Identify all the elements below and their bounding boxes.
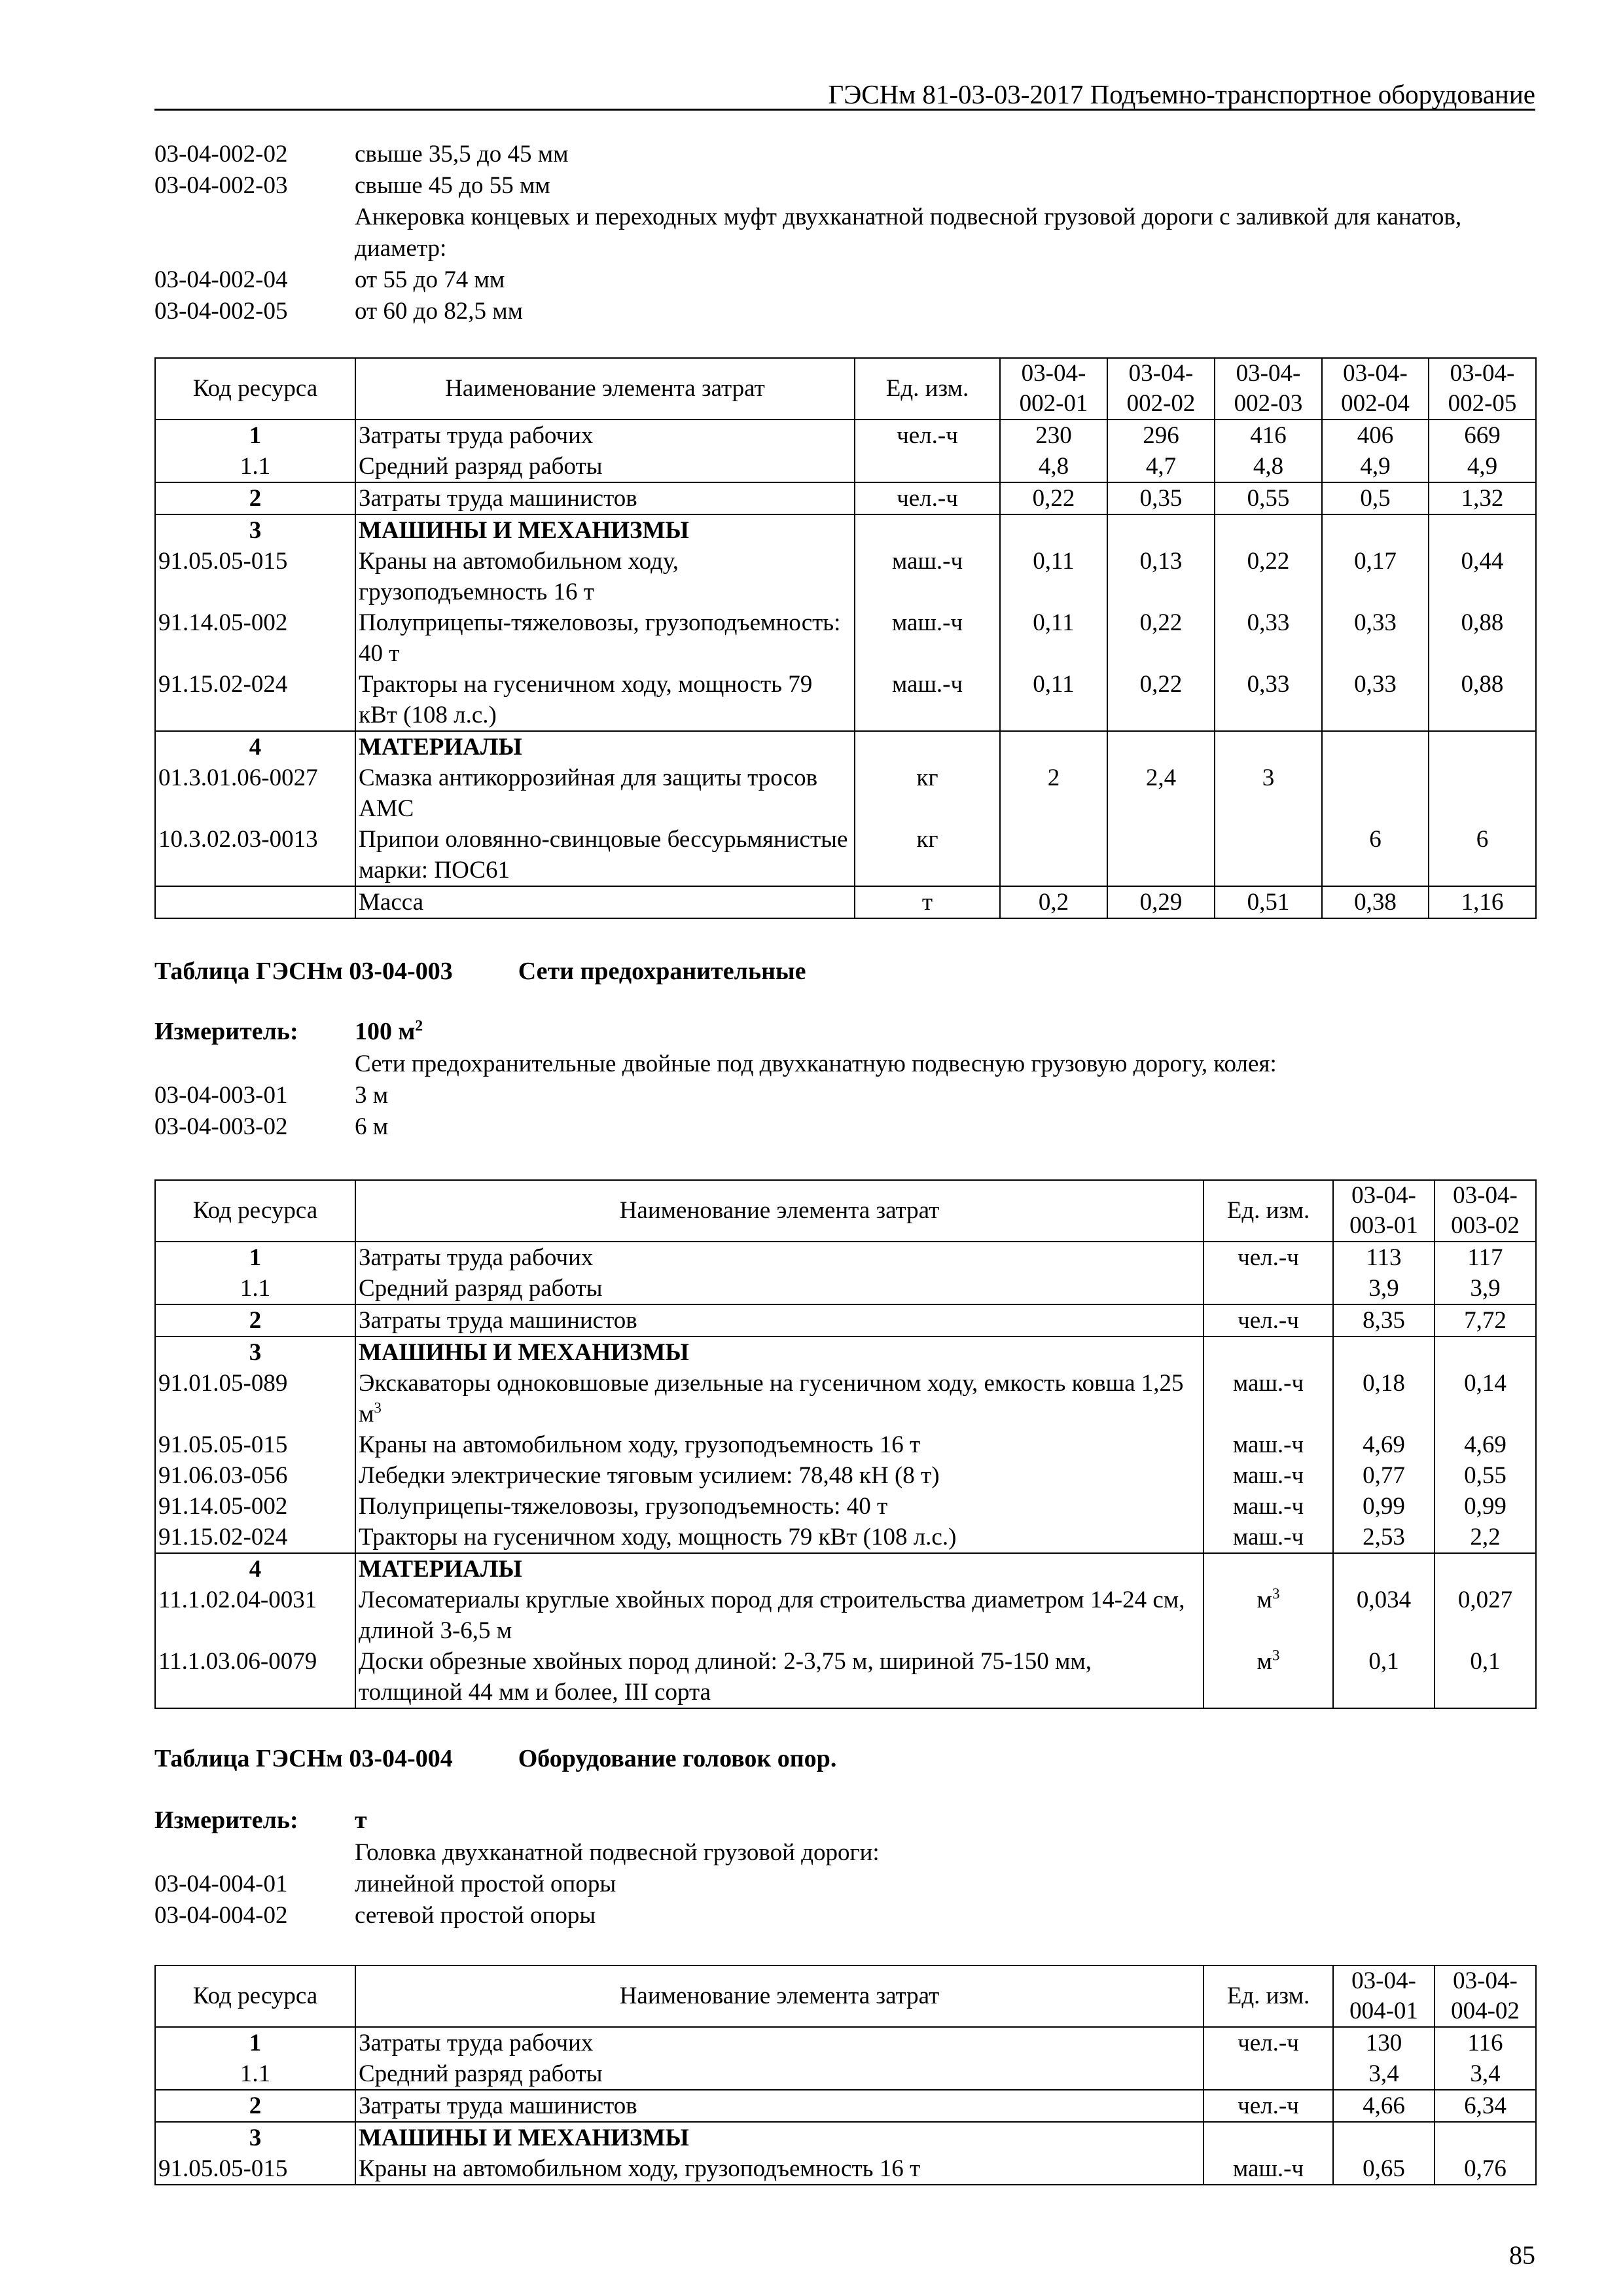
cell-value xyxy=(1215,824,1322,886)
cell-code: 91.14.05-002 xyxy=(155,607,355,669)
cell-name: Полуприцепы-тяжеловозы, грузоподъемность: 40 т xyxy=(355,1491,1204,1522)
resource-table-002 xyxy=(154,357,1537,919)
cell-name: Припои оловянно-свинцовые бессурьмянистые марки: ПОС61 xyxy=(355,824,855,886)
cell-value: 3,4 xyxy=(1333,2058,1435,2090)
cell-value: 2,53 xyxy=(1333,1522,1435,1553)
cell-value: 7,72 xyxy=(1435,1304,1536,1336)
cell-name: Лебедки электрические тяговым усилием: 78,48 кН (8 т) xyxy=(355,1460,1204,1491)
table-row xyxy=(155,1429,1536,1460)
table-row xyxy=(155,1646,1536,1708)
cell-value: 117 xyxy=(1435,1242,1536,1273)
cell-value: 4,9 xyxy=(1429,451,1536,482)
header-code: Код ресурса xyxy=(155,1180,355,1242)
cell-value: 0,027 xyxy=(1435,1585,1536,1646)
cell-value: 4,69 xyxy=(1333,1429,1435,1460)
cell-value: 0,35 xyxy=(1107,482,1215,514)
cell-value: 0,29 xyxy=(1107,886,1215,918)
cell-unit xyxy=(1204,2122,1333,2153)
cell-name: Тракторы на гусеничном ходу, мощность 79 кВт (108 л.с.) xyxy=(355,1522,1204,1553)
cell-code: 01.3.01.06-0027 xyxy=(155,762,355,824)
intro-code: 03-04-002-05 xyxy=(154,297,288,325)
cell-unit: $м^3$ xyxy=(1204,1585,1333,1646)
table-row xyxy=(155,2058,1536,2090)
cell-value xyxy=(1333,1553,1435,1585)
table-label: Таблица ГЭСНм 03-04-003 xyxy=(154,958,453,985)
cell-value xyxy=(1322,762,1429,824)
cell-value: 0,14 xyxy=(1435,1368,1536,1429)
meter-line: 03-04-004-02 сетевой простой опоры xyxy=(154,1901,596,1929)
cell-code: 91.05.05-015 xyxy=(155,546,355,607)
cell-name: МАШИНЫ И МЕХАНИЗМЫ xyxy=(355,1336,1204,1368)
meter-value: т xyxy=(355,1806,367,1835)
table-row xyxy=(155,2122,1536,2153)
cell-value: 669 xyxy=(1429,420,1536,451)
cell-value: 0,33 xyxy=(1215,607,1322,669)
cell-value: 0,76 xyxy=(1435,2153,1536,2185)
meter-line: 03-04-003-01 3 м xyxy=(154,1081,389,1109)
meter-label: Измеритель: xyxy=(154,1018,298,1046)
cell-name: Затраты труда рабочих xyxy=(355,1242,1204,1273)
cell-value: 2,2 xyxy=(1435,1522,1536,1553)
cell-code xyxy=(155,886,355,918)
cell-value: 0,99 xyxy=(1333,1491,1435,1522)
cell-code: 91.15.02-024 xyxy=(155,669,355,731)
cell-name: Тракторы на гусеничном ходу, мощность 79 кВт (108 л.с.) xyxy=(355,669,855,731)
cell-value: 2,4 xyxy=(1107,762,1215,824)
cell-value xyxy=(1435,1553,1536,1585)
cell-value xyxy=(1000,824,1107,886)
header-col: 03-04-004-01 xyxy=(1333,1965,1435,2027)
table-header-row xyxy=(155,1965,1536,2027)
table-heading: Оборудование головок опор. xyxy=(518,1745,837,1772)
header-col: 03-04-003-02 xyxy=(1435,1180,1536,1242)
table-row xyxy=(155,1242,1536,1273)
cell-code: 2 xyxy=(155,482,355,514)
table-row xyxy=(155,2027,1536,2058)
intro-text: от 55 до 74 мм xyxy=(355,266,505,293)
cell-value xyxy=(1215,731,1322,762)
cell-value xyxy=(1429,514,1536,546)
cell-unit xyxy=(1204,2058,1333,2090)
cell-value: 0,51 xyxy=(1215,886,1322,918)
cell-value xyxy=(1435,1336,1536,1368)
running-header: ГЭСНм 81-03-03-2017 Подъемно-транспортное оборудование xyxy=(828,79,1535,109)
cell-code: 1 xyxy=(155,2027,355,2058)
cell-value xyxy=(1322,514,1429,546)
table-row xyxy=(155,482,1536,514)
intro-line xyxy=(154,296,1535,327)
cell-name: Краны на автомобильном ходу, грузоподъемность 16 т xyxy=(355,2153,1204,2185)
cell-name: Лесоматериалы круглые хвойных пород для строительства диаметром 14-24 см, длиной 3-6,5 м xyxy=(355,1585,1204,1646)
intro-code: 03-04-002-04 xyxy=(154,266,288,293)
header-rule xyxy=(154,109,1535,111)
cell-value: 2 xyxy=(1000,762,1107,824)
cell-unit xyxy=(855,514,1000,546)
cell-value: 0,38 xyxy=(1322,886,1429,918)
table-row xyxy=(155,514,1536,546)
table-row xyxy=(155,1553,1536,1585)
cell-value xyxy=(1429,731,1536,762)
table-row xyxy=(155,420,1536,451)
table-label: Таблица ГЭСНм 03-04-004 xyxy=(154,1745,453,1772)
cell-value: 0,88 xyxy=(1429,669,1536,731)
meter-block-004 xyxy=(154,1804,1535,1931)
cell-code: 4 xyxy=(155,1553,355,1585)
table-row xyxy=(155,669,1536,731)
cell-name: Затраты труда рабочих xyxy=(355,2027,1204,2058)
table-row xyxy=(155,607,1536,669)
intro-text: свыше 35,5 до 45 мм xyxy=(355,140,569,168)
cell-value: 0,33 xyxy=(1322,607,1429,669)
cell-value: 4,9 xyxy=(1322,451,1429,482)
header-col: 03-04-002-04 xyxy=(1322,358,1429,420)
cell-value: 416 xyxy=(1215,420,1322,451)
cell-value xyxy=(1107,514,1215,546)
cell-unit: $м^3$ xyxy=(1204,1646,1333,1708)
cell-code: 91.01.05-089 xyxy=(155,1368,355,1429)
cell-value: 0,1 xyxy=(1435,1646,1536,1708)
cell-unit: маш.-ч xyxy=(1204,2153,1333,2185)
cell-unit: чел.-ч xyxy=(1204,1304,1333,1336)
cell-unit: чел.-ч xyxy=(855,482,1000,514)
cell-value: 0,11 xyxy=(1000,669,1107,731)
header-name: Наименование элемента затрат xyxy=(355,1965,1204,2027)
cell-code: 91.15.02-024 xyxy=(155,1522,355,1553)
cell-code: 2 xyxy=(155,2090,355,2122)
cell-value xyxy=(1000,514,1107,546)
page-number: 85 xyxy=(1509,2240,1535,2270)
header-unit: Ед. изм. xyxy=(1204,1180,1333,1242)
cell-unit: маш.-ч xyxy=(1204,1522,1333,1553)
cell-value: 4,66 xyxy=(1333,2090,1435,2122)
header-col: 03-04-003-01 xyxy=(1333,1180,1435,1242)
cell-value: 1,16 xyxy=(1429,886,1536,918)
cell-name: Экскаваторы одноковшовые дизельные на гусеничном ходу, емкость ковша 1,25 $м^3$ xyxy=(355,1368,1204,1429)
cell-value: 0,33 xyxy=(1215,669,1322,731)
cell-name: МАТЕРИАЛЫ xyxy=(355,1553,1204,1585)
header-unit: Ед. изм. xyxy=(1204,1965,1333,2027)
cell-code: 10.3.02.03-0013 xyxy=(155,824,355,886)
header-code: Код ресурса xyxy=(155,1965,355,2027)
cell-unit: кг xyxy=(855,762,1000,824)
meter-label: Измеритель: xyxy=(154,1806,298,1835)
cell-name: МАТЕРИАЛЫ xyxy=(355,731,855,762)
table-row xyxy=(155,1460,1536,1491)
table-title-004 xyxy=(154,1743,836,1775)
cell-unit xyxy=(1204,1273,1333,1304)
intro-text: свыше 45 до 55 мм xyxy=(355,171,550,199)
cell-value: 0,18 xyxy=(1333,1368,1435,1429)
cell-name: Средний разряд работы xyxy=(355,451,855,482)
cell-unit: маш.-ч xyxy=(1204,1460,1333,1491)
cell-value: 4,8 xyxy=(1215,451,1322,482)
cell-value: 0,99 xyxy=(1435,1491,1536,1522)
cell-value: 6 xyxy=(1429,824,1536,886)
cell-value xyxy=(1333,2122,1435,2153)
cell-unit: чел.-ч xyxy=(1204,2027,1333,2058)
cell-value xyxy=(1429,762,1536,824)
table-row xyxy=(155,451,1536,482)
header-code: Код ресурса xyxy=(155,358,355,420)
cell-code: 1 xyxy=(155,420,355,451)
cell-value xyxy=(1215,514,1322,546)
intro-line xyxy=(154,202,1535,264)
cell-value: 0,33 xyxy=(1322,669,1429,731)
table-row xyxy=(155,1304,1536,1336)
header-col: 03-04-002-01 xyxy=(1000,358,1107,420)
cell-code: 91.06.03-056 xyxy=(155,1460,355,1491)
cell-code: 3 xyxy=(155,514,355,546)
resource-table-004 xyxy=(154,1965,1537,2185)
meter-line: 03-04-004-01 линейной простой опоры xyxy=(154,1870,616,1897)
cell-value: 3,4 xyxy=(1435,2058,1536,2090)
cell-unit xyxy=(855,451,1000,482)
cell-code: 3 xyxy=(155,2122,355,2153)
meter-line: Головка двухканатной подвесной грузовой дороги: xyxy=(355,1839,880,1866)
header-col: 03-04-002-02 xyxy=(1107,358,1215,420)
meter-block-003 xyxy=(154,1016,1535,1143)
cell-value: 130 xyxy=(1333,2027,1435,2058)
intro-line xyxy=(154,139,1535,170)
table-row xyxy=(155,2090,1536,2122)
cell-value: 113 xyxy=(1333,1242,1435,1273)
cell-value: 0,11 xyxy=(1000,546,1107,607)
header-col: 03-04-004-02 xyxy=(1435,1965,1536,2027)
cell-code: 3 xyxy=(155,1336,355,1368)
table-row xyxy=(155,1522,1536,1553)
table-row xyxy=(155,546,1536,607)
intro-code: 03-04-002-02 xyxy=(154,140,288,168)
table-header-row xyxy=(155,1180,1536,1242)
cell-unit xyxy=(1204,1553,1333,1585)
resource-table-003 xyxy=(154,1179,1537,1709)
cell-name: Затраты труда машинистов xyxy=(355,1304,1204,1336)
cell-code: 4 xyxy=(155,731,355,762)
cell-unit: маш.-ч xyxy=(855,669,1000,731)
table-title-003 xyxy=(154,956,806,988)
cell-value: 1,32 xyxy=(1429,482,1536,514)
table-row xyxy=(155,762,1536,824)
cell-value: 0,2 xyxy=(1000,886,1107,918)
header-name: Наименование элемента затрат xyxy=(355,358,855,420)
cell-value xyxy=(1435,2122,1536,2153)
cell-value: 0,44 xyxy=(1429,546,1536,607)
cell-name: Краны на автомобильном ходу, грузоподъемность 16 т xyxy=(355,546,855,607)
cell-value: 0,55 xyxy=(1435,1460,1536,1491)
cell-unit: маш.-ч xyxy=(1204,1429,1333,1460)
cell-value: 0,77 xyxy=(1333,1460,1435,1491)
cell-name: Доски обрезные хвойных пород длиной: 2-3,75 м, шириной 75-150 мм, толщиной 44 мм и более, III сорта xyxy=(355,1646,1204,1708)
cell-value: 0,5 xyxy=(1322,482,1429,514)
intro-text: от 60 до 82,5 мм xyxy=(355,297,524,325)
cell-value: 0,22 xyxy=(1107,607,1215,669)
cell-name: Полуприцепы-тяжеловозы, грузоподъемность: 40 т xyxy=(355,607,855,669)
cell-value: 4,69 xyxy=(1435,1429,1536,1460)
cell-value: 0,13 xyxy=(1107,546,1215,607)
cell-code: 2 xyxy=(155,1304,355,1336)
table-row xyxy=(155,1491,1536,1522)
cell-name: Краны на автомобильном ходу, грузоподъемность 16 т xyxy=(355,1429,1204,1460)
table-row xyxy=(155,886,1536,918)
cell-unit: кг xyxy=(855,824,1000,886)
cell-value: 0,65 xyxy=(1333,2153,1435,2185)
header-unit: Ед. изм. xyxy=(855,358,1000,420)
cell-unit: маш.-ч xyxy=(1204,1491,1333,1522)
header-col: 03-04-002-03 xyxy=(1215,358,1322,420)
cell-code: 91.05.05-015 xyxy=(155,1429,355,1460)
cell-name: Средний разряд работы xyxy=(355,2058,1204,2090)
table-row xyxy=(155,1273,1536,1304)
cell-code: 91.05.05-015 xyxy=(155,2153,355,2185)
cell-value: 406 xyxy=(1322,420,1429,451)
cell-value: 0,17 xyxy=(1322,546,1429,607)
cell-code: 1 xyxy=(155,1242,355,1273)
cell-value: 0,88 xyxy=(1429,607,1536,669)
cell-code: 11.1.03.06-0079 xyxy=(155,1646,355,1708)
table-row xyxy=(155,1336,1536,1368)
cell-value: 4,8 xyxy=(1000,451,1107,482)
cell-value xyxy=(1107,731,1215,762)
cell-value: 0,22 xyxy=(1000,482,1107,514)
cell-value xyxy=(1322,731,1429,762)
table-header-row xyxy=(155,358,1536,420)
cell-name: Средний разряд работы xyxy=(355,1273,1204,1304)
header-name: Наименование элемента затрат xyxy=(355,1180,1204,1242)
cell-code: 11.1.02.04-0031 xyxy=(155,1585,355,1646)
meter-line: 03-04-003-02 6 м xyxy=(154,1113,389,1140)
intro-line xyxy=(154,170,1535,202)
cell-value: 0,1 xyxy=(1333,1646,1435,1708)
cell-value: 230 xyxy=(1000,420,1107,451)
cell-unit: чел.-ч xyxy=(1204,2090,1333,2122)
cell-value: 6,34 xyxy=(1435,2090,1536,2122)
cell-value: 3,9 xyxy=(1333,1273,1435,1304)
cell-name: Затраты труда машинистов xyxy=(355,482,855,514)
header-col: 03-04-002-05 xyxy=(1429,358,1536,420)
meter-value: 100 $м^2$ xyxy=(355,1017,423,1046)
cell-code: 1.1 xyxy=(155,1273,355,1304)
cell-name: Затраты труда машинистов xyxy=(355,2090,1204,2122)
cell-unit: маш.-ч xyxy=(855,607,1000,669)
cell-unit: чел.-ч xyxy=(1204,1242,1333,1273)
cell-code: 1.1 xyxy=(155,451,355,482)
table-row xyxy=(155,1585,1536,1646)
cell-value: 0,55 xyxy=(1215,482,1322,514)
table-row xyxy=(155,2153,1536,2185)
table-heading: Сети предохранительные xyxy=(518,958,806,985)
meter-line: Сети предохранительные двойные под двухканатную подвесную грузовую дорогу, колея: xyxy=(355,1050,1277,1077)
cell-value xyxy=(1107,824,1215,886)
cell-unit xyxy=(855,731,1000,762)
intro-lines xyxy=(154,139,1535,327)
cell-value: 0,034 xyxy=(1333,1585,1435,1646)
cell-unit: т xyxy=(855,886,1000,918)
cell-code: 91.14.05-002 xyxy=(155,1491,355,1522)
cell-unit: маш.-ч xyxy=(1204,1368,1333,1429)
cell-name: МАШИНЫ И МЕХАНИЗМЫ xyxy=(355,2122,1204,2153)
cell-value xyxy=(1000,731,1107,762)
cell-value: 0,11 xyxy=(1000,607,1107,669)
cell-name: Смазка антикоррозийная для защиты тросов АМС xyxy=(355,762,855,824)
cell-name: Затраты труда рабочих xyxy=(355,420,855,451)
cell-code: 1.1 xyxy=(155,2058,355,2090)
cell-value: 8,35 xyxy=(1333,1304,1435,1336)
intro-text: Анкеровка концевых и переходных муфт двухканатной подвесной грузовой дороги с заливкой для канатов, диаметр: xyxy=(355,204,1462,262)
cell-value xyxy=(1333,1336,1435,1368)
cell-unit: чел.-ч xyxy=(855,420,1000,451)
cell-unit xyxy=(1204,1336,1333,1368)
table-row xyxy=(155,1368,1536,1429)
intro-line xyxy=(154,264,1535,296)
intro-code: 03-04-002-03 xyxy=(154,171,288,199)
table-row xyxy=(155,824,1536,886)
cell-value: 0,22 xyxy=(1215,546,1322,607)
cell-name: Масса xyxy=(355,886,855,918)
cell-value: 4,7 xyxy=(1107,451,1215,482)
cell-value: 3 xyxy=(1215,762,1322,824)
cell-unit: маш.-ч xyxy=(855,546,1000,607)
cell-value: 6 xyxy=(1322,824,1429,886)
table-row xyxy=(155,731,1536,762)
cell-value: 3,9 xyxy=(1435,1273,1536,1304)
cell-value: 116 xyxy=(1435,2027,1536,2058)
cell-name: МАШИНЫ И МЕХАНИЗМЫ xyxy=(355,514,855,546)
cell-value: 296 xyxy=(1107,420,1215,451)
cell-value: 0,22 xyxy=(1107,669,1215,731)
